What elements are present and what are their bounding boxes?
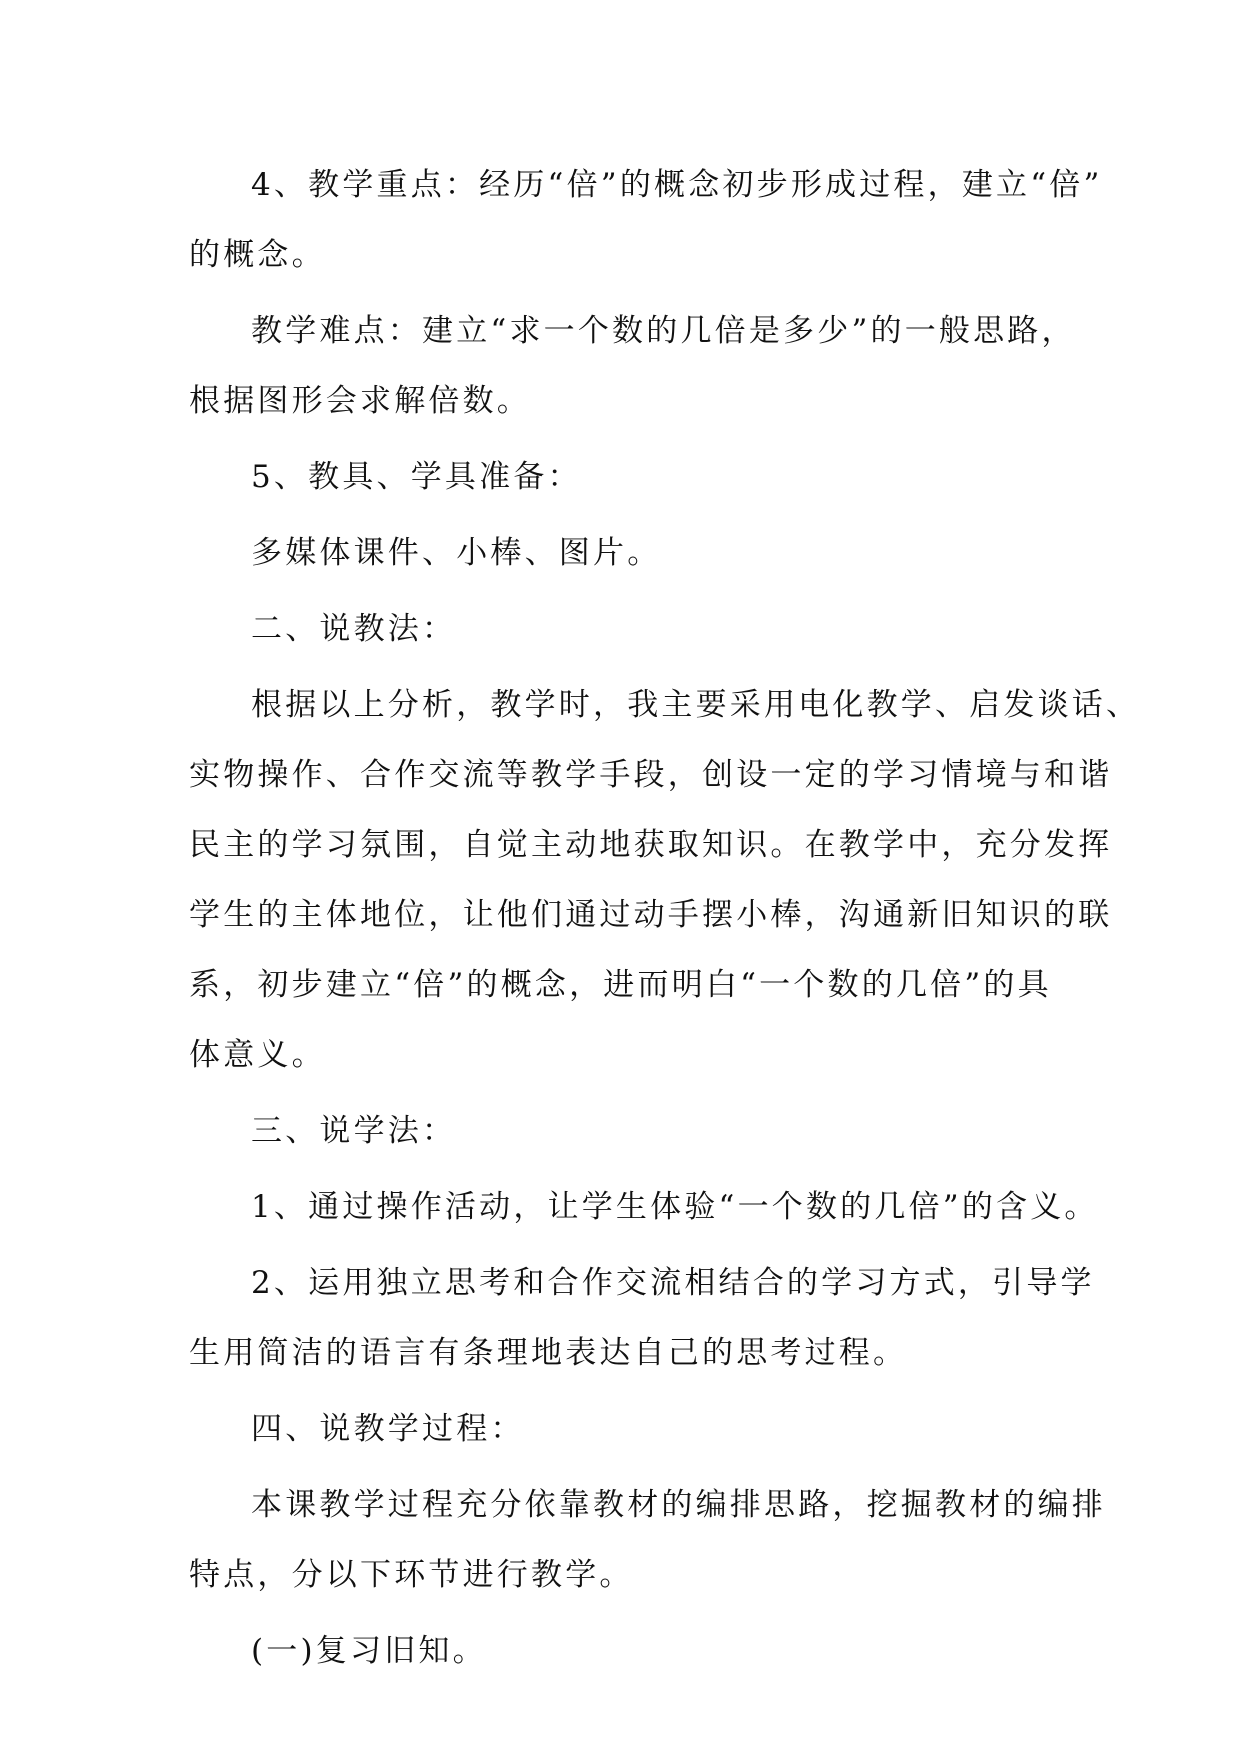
text-line: 学生的主体地位，让他们通过动手摆小棒，沟通新旧知识的联	[189, 897, 1113, 933]
text-line: 5、教具、学具准备：	[251, 459, 582, 495]
section-heading-teaching-process	[189, 1394, 1059, 1464]
subsection-heading-review	[189, 1616, 1059, 1686]
text-line: 体意义。	[189, 1037, 326, 1073]
text-line: 根据图形会求解倍数。	[189, 383, 531, 419]
text-line: 四、说教学过程：	[251, 1411, 525, 1447]
text-line: 特点，分以下环节进行教学。	[189, 1557, 634, 1593]
text-line: 三、说学法：	[251, 1113, 457, 1149]
text-line: 4、教学重点：经历“倍”的概念初步形成过程，建立“倍”	[251, 167, 1103, 203]
text-line: 1、通过操作活动，让学生体验“一个数的几倍”的含义。	[251, 1189, 1099, 1225]
text-line: 民主的学习氛围，自觉主动地获取知识。在教学中，充分发挥	[189, 827, 1113, 863]
section-heading-teaching-method	[189, 594, 1059, 664]
text-line: 实物操作、合作交流等教学手段，创设一定的学习情境与和谐	[189, 757, 1113, 793]
text-line: 的概念。	[189, 237, 326, 273]
section-heading-learning-method	[189, 1096, 1059, 1166]
text-line: 系，初步建立“倍”的概念，进而明白“一个数的几倍”的具	[189, 967, 1052, 1003]
text-line: (一)复习旧知。	[251, 1633, 487, 1669]
paragraph-materials-heading	[189, 442, 1059, 512]
paragraph-teaching-process	[189, 1470, 1106, 1610]
document-body	[189, 150, 1141, 1686]
paragraph-teaching-method	[189, 670, 1141, 1090]
text-line: 2、运用独立思考和合作交流相结合的学习方式，引导学	[251, 1265, 1095, 1301]
paragraph-teaching-focus	[189, 150, 1103, 290]
text-line: 根据以上分析，教学时，我主要采用电化教学、启发谈话、	[251, 687, 1141, 723]
text-line: 生用简洁的语言有条理地表达自己的思考过程。	[189, 1335, 908, 1371]
text-line: 多媒体课件、小棒、图片。	[251, 535, 662, 571]
paragraph-teaching-difficulty	[189, 296, 1076, 436]
paragraph-learning-method-1	[189, 1172, 1099, 1242]
paragraph-materials-list	[189, 518, 1059, 588]
paragraph-learning-method-2	[189, 1248, 1095, 1388]
text-line: 本课教学过程充分依靠教材的编排思路，挖掘教材的编排	[251, 1487, 1106, 1523]
text-line: 教学难点：建立“求一个数的几倍是多少”的一般思路，	[251, 313, 1076, 349]
text-line: 二、说教法：	[251, 611, 457, 647]
